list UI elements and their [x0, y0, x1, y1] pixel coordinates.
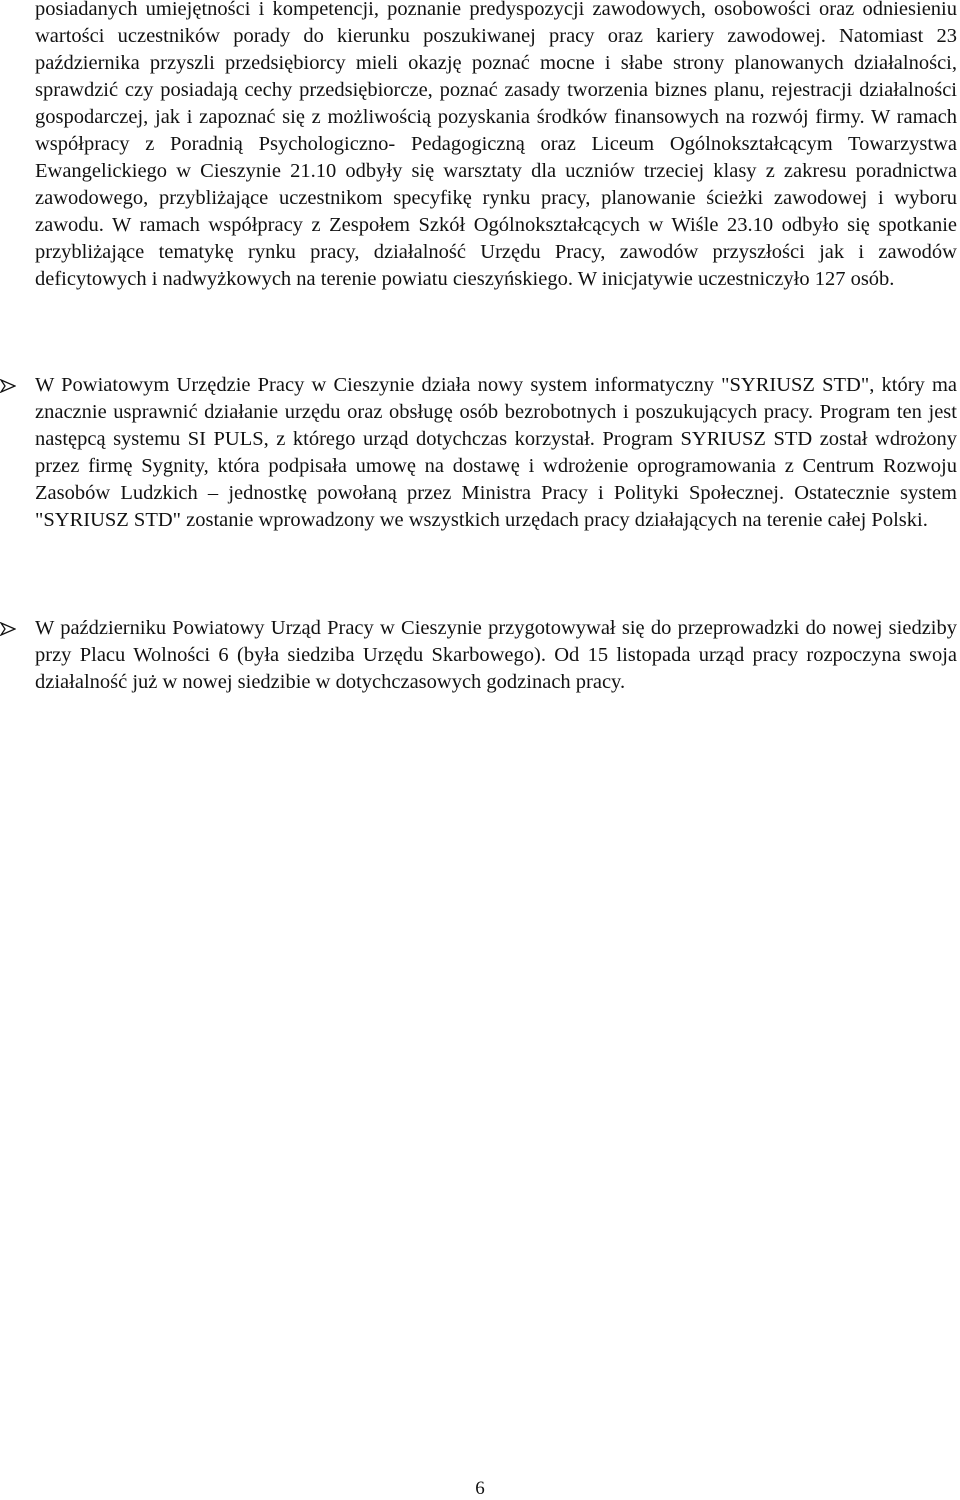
intro-paragraph: posiadanych umiejętności i kompetencji, poznanie predyspozycji zawodowych, osobowości oraz odniesieniu wartości uczestników porady do kierunku poszukiwanej pracy oraz kariery zawodowej. Natomiast 23 października przyszli przedsiębiorcy mieli okazję poznać mocne i słabe strony planowanych działalności, sprawdzić czy posiadają cechy przedsiębiorcze, poznać zasady tworzenia biznes planu, rejestracji działalności gospodarczej, jak i zapoznać się z możliwością pozyskania środków finansowych na rozwój firmy. W ramach współpracy z Poradnią Psychologiczno- Pedagogiczną oraz Liceum Ogólnokształcącym Towarzystwa Ewangelickiego w Cieszynie 21.10 odbyły się warsztaty dla uczniów trzeciej klasy z zakresu poradnictwa zawodowego, przybliżające uczestnikom specyfikę rynku pracy, planowanie ścieżki zawodowej i wyboru zawodu. W ramach współpracy z Zespołem Szkół Ogólnokształcących w Wiśle 23.10 odbyło się spotkanie przybliżające tematykę rynku pracy, działalność Urzędu Pracy, zawodów przyszłości jak i zawodów deficytowych i nadwyżkowych na terenie powiatu cieszyńskiego. W inicjatywie uczestniczyło 127 osób.	[35, 0, 957, 290]
page-number: 6	[475, 1478, 485, 1499]
bullet-text-relocation: W październiku Powiatowy Urząd Pracy w Cieszynie przygotowywał się do przeprowadzki do nowej siedziby przy Placu Wolności 6 (była siedziba Urzędu Skarbowego). Od 15 listopada urząd pracy rozpoczyna swoja działalność już w nowej siedzibie w dotychczasowych godzinach pracy.	[35, 617, 957, 693]
arrowhead-bullet-icon	[0, 622, 16, 636]
arrowhead-bullet-icon	[0, 379, 16, 393]
bullet-text-syriusz: W Powiatowym Urzędzie Pracy w Cieszynie działa nowy system informatyczny "SYRIUSZ STD", który ma znacznie usprawnić działanie urzędu oraz obsługę osób bezrobotnych i poszukujących pracy. Program ten jest następcą systemu SI PULS, z którego urząd dotychczas korzystał. Program SYRIUSZ STD został wdrożony przez firmę Sygnity, która podpisała umowę na dostawę i wdrożenie oprogramowania z Centrum Rozwoju Zasobów Ludzkich – jednostkę powołaną przez Ministra Pracy i Polityki Społecznej. Ostatecznie system "SYRIUSZ STD" zostanie wprowadzony we wszystkich urzędach pracy działających na terenie całej Polski.	[35, 374, 957, 531]
